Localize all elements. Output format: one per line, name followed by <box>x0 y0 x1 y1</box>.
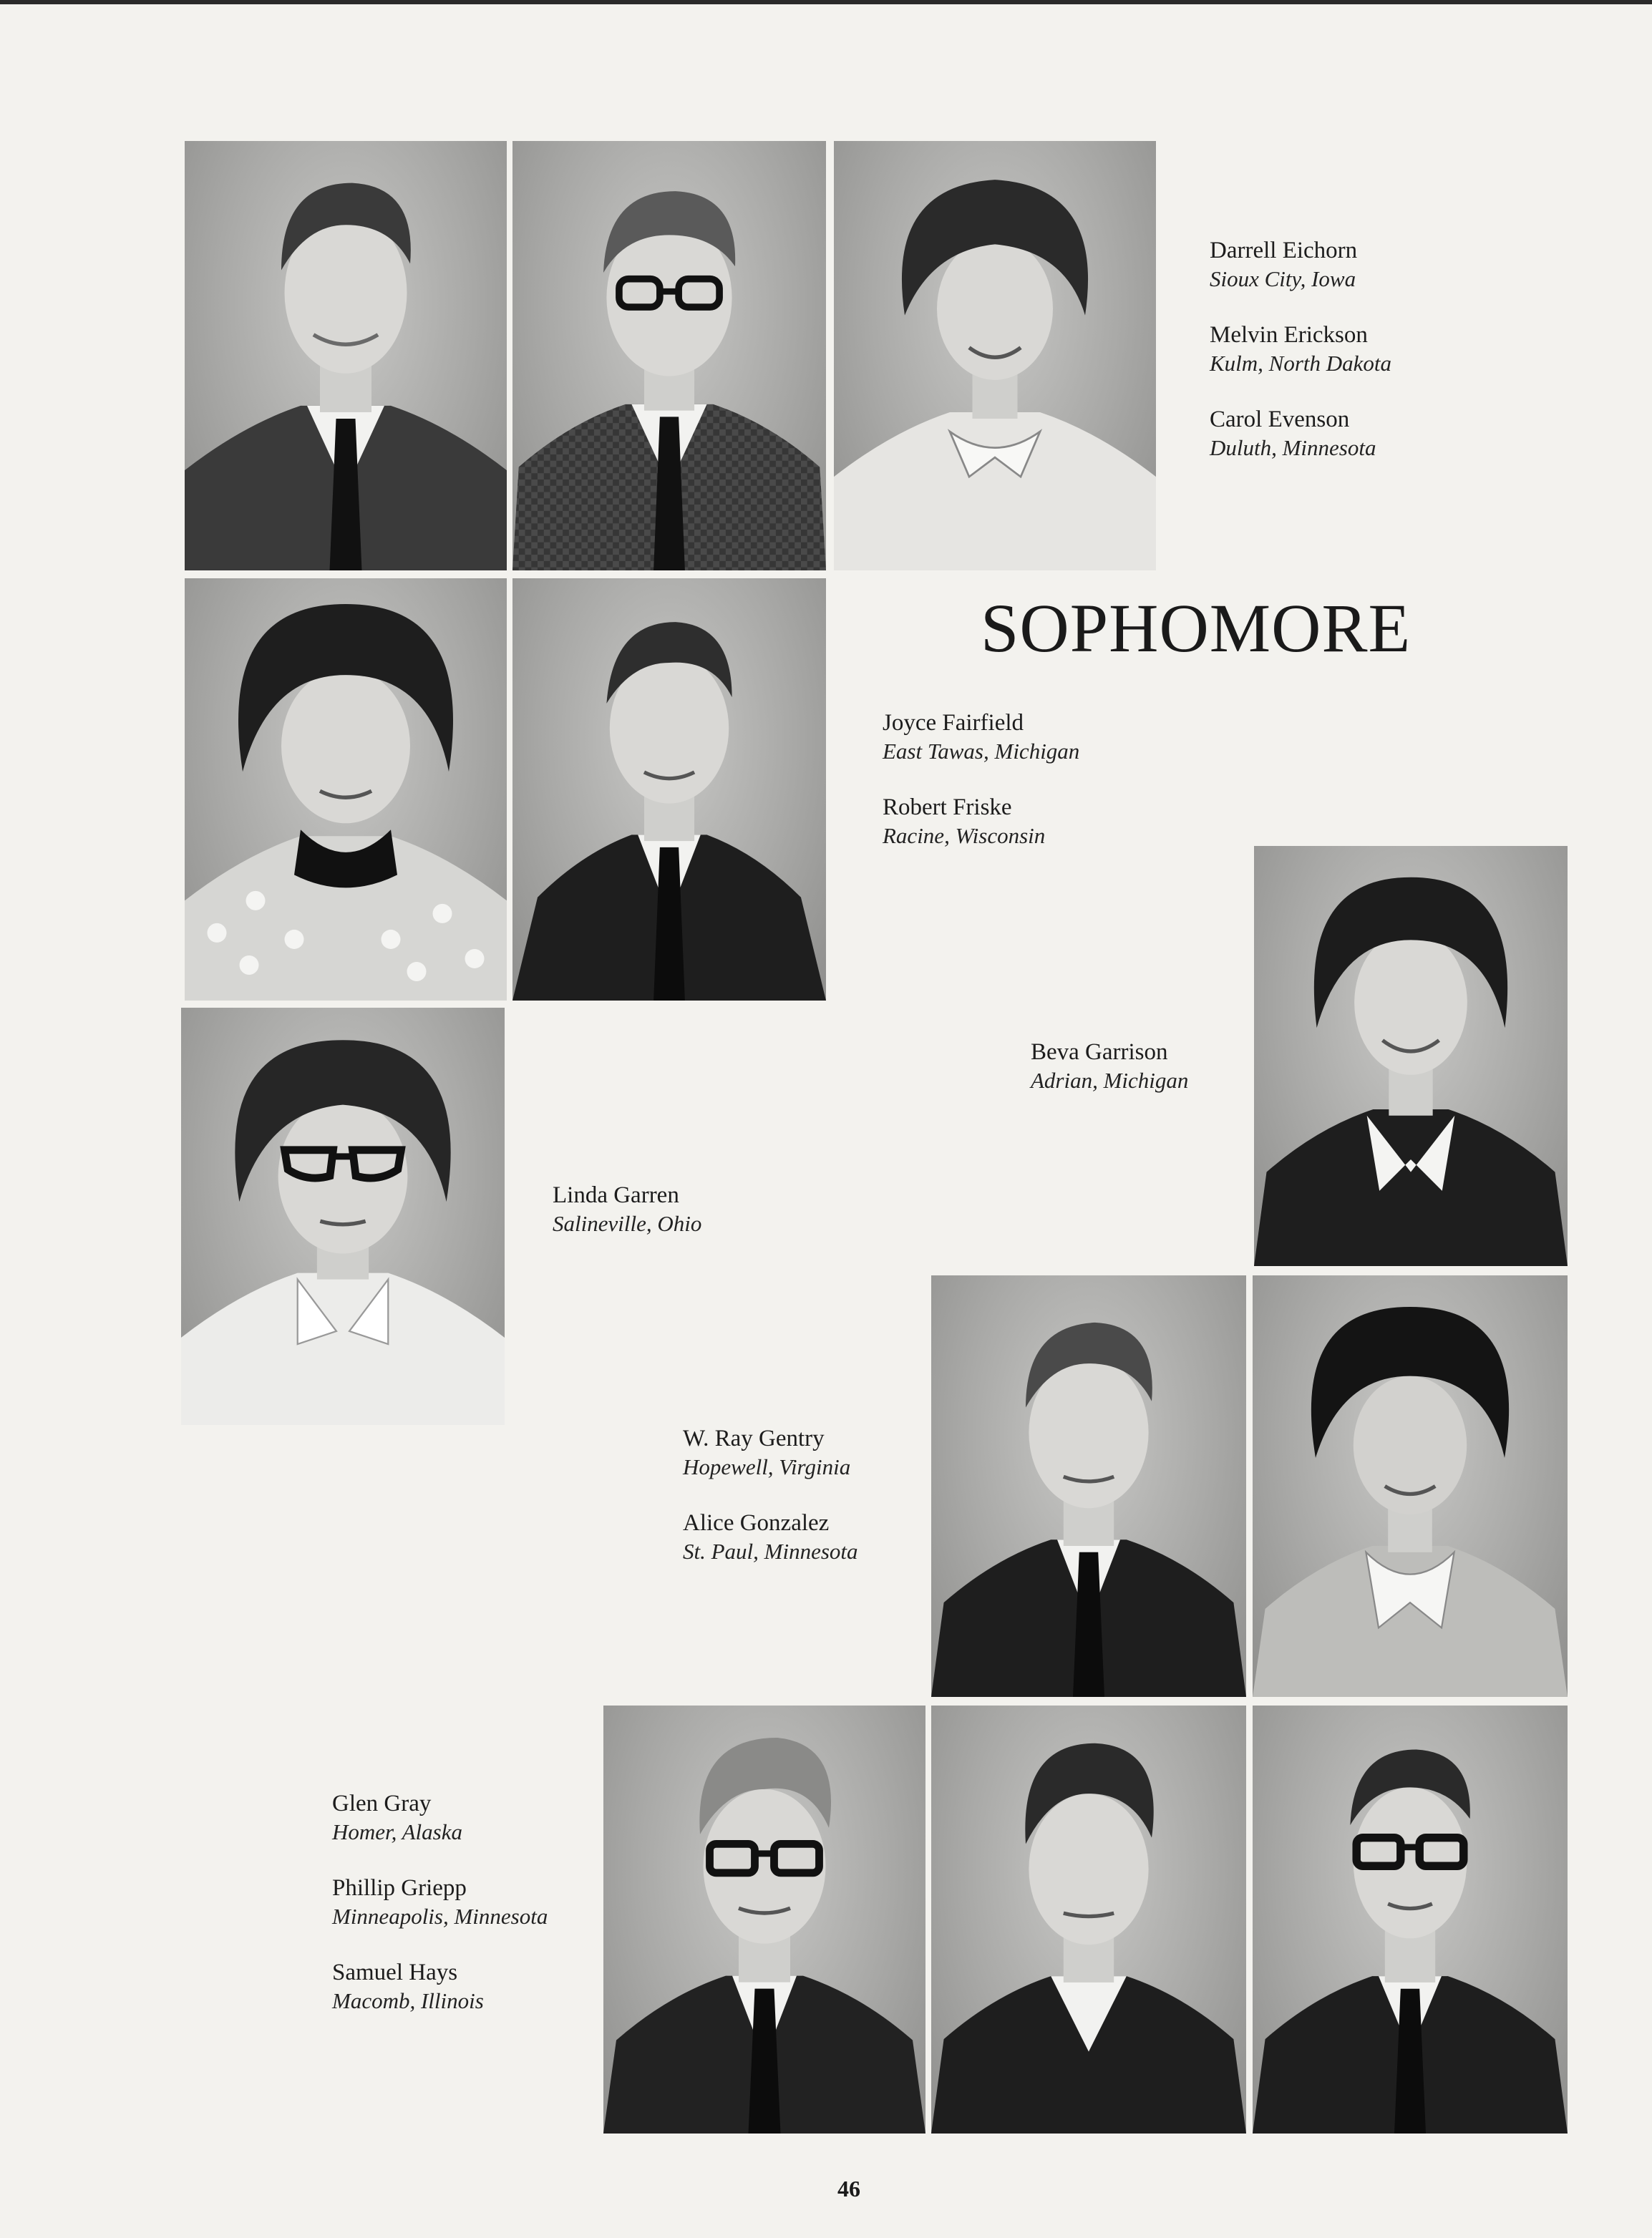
student-hometown: St. Paul, Minnesota <box>683 1539 858 1565</box>
portrait-glen-gray <box>603 1706 925 2134</box>
section-title: SOPHOMORE <box>981 590 1412 666</box>
caption-entry-hays <box>332 1958 548 2015</box>
caption-group-row4 <box>683 1424 858 1566</box>
caption-entry-gonzalez <box>683 1509 858 1566</box>
page-number: 46 <box>837 2176 860 2201</box>
student-name: Phillip Griepp <box>332 1875 467 1901</box>
student-hometown: Macomb, Illinois <box>332 1988 484 2014</box>
caption-entry-erickson <box>1210 321 1391 378</box>
caption-group-row1 <box>1210 236 1391 462</box>
caption-group-garrison <box>1031 1038 1188 1095</box>
student-name: Beva Garrison <box>1031 1039 1168 1065</box>
portrait-carol-evenson <box>834 141 1156 570</box>
student-hometown: Racine, Wisconsin <box>883 823 1046 849</box>
caption-group-garren <box>553 1181 701 1238</box>
student-name: Melvin Erickson <box>1210 322 1368 348</box>
caption-group-row5 <box>332 1789 548 2015</box>
student-hometown: Duluth, Minnesota <box>1210 435 1376 461</box>
caption-entry-garrison <box>1031 1038 1188 1095</box>
student-name: Alice Gonzalez <box>683 1510 830 1536</box>
caption-entry-gray <box>332 1789 548 1847</box>
student-name: Linda Garren <box>553 1182 679 1208</box>
student-name: Glen Gray <box>332 1791 432 1816</box>
student-hometown: Salineville, Ohio <box>553 1211 702 1237</box>
portrait-alice-gonzalez <box>1253 1275 1568 1697</box>
caption-group-row2 <box>883 709 1079 850</box>
portrait-samuel-hays <box>1253 1706 1568 2134</box>
caption-entry-friske <box>883 793 1079 850</box>
student-hometown: Kulm, North Dakota <box>1210 351 1392 376</box>
student-name: Joyce Fairfield <box>883 710 1024 736</box>
caption-entry-fairfield <box>883 709 1079 766</box>
portrait-joyce-fairfield <box>185 578 507 1001</box>
student-hometown: Hopewell, Virginia <box>683 1454 851 1480</box>
portrait-darrell-eichorn <box>185 141 507 570</box>
portrait-w-ray-gentry <box>931 1275 1246 1697</box>
portrait-melvin-erickson <box>512 141 826 570</box>
caption-entry-eichorn <box>1210 236 1391 293</box>
student-hometown: East Tawas, Michigan <box>883 739 1080 764</box>
student-hometown: Homer, Alaska <box>332 1819 462 1845</box>
page-top-edge <box>0 0 1652 4</box>
portrait-phillip-griepp <box>931 1706 1246 2134</box>
student-name: Carol Evenson <box>1210 407 1350 432</box>
portrait-linda-garren <box>181 1008 505 1425</box>
caption-entry-griepp <box>332 1874 548 1931</box>
student-name: W. Ray Gentry <box>683 1426 825 1451</box>
student-hometown: Minneapolis, Minnesota <box>332 1904 548 1930</box>
portrait-robert-friske <box>512 578 826 1001</box>
student-name: Darrell Eichorn <box>1210 238 1358 263</box>
caption-entry-gentry <box>683 1424 858 1482</box>
portrait-beva-garrison <box>1254 846 1568 1266</box>
caption-entry-evenson <box>1210 405 1391 462</box>
caption-entry-garren <box>553 1181 701 1238</box>
student-hometown: Sioux City, Iowa <box>1210 266 1356 292</box>
student-hometown: Adrian, Michigan <box>1031 1068 1189 1094</box>
student-name: Samuel Hays <box>332 1960 458 1985</box>
student-name: Robert Friske <box>883 794 1012 820</box>
